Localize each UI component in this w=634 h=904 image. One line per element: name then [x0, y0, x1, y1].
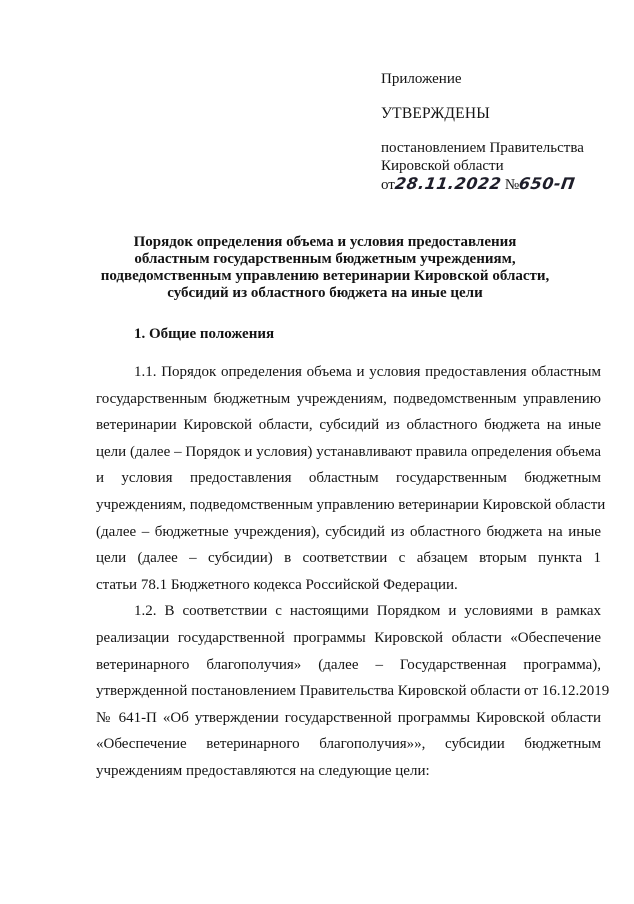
resolution-line-1: постановлением Правительства [381, 140, 584, 156]
text-line: 1.1. Порядок определения объема и условия предоставления областным [134, 364, 601, 380]
text-line: ветеринарного благополучия» (далее – Государственная программа), [96, 656, 601, 673]
text-line: учреждениям предоставляются на следующие цели: [96, 762, 430, 779]
body-text [96, 359, 610, 785]
text-line: государственным бюджетным учреждениям, подведомственным управлению [96, 390, 601, 407]
paragraph-1-2 [96, 598, 610, 784]
document-title [90, 234, 560, 302]
resolution-line-2: Кировской области [381, 158, 504, 174]
text-line: ветеринарии Кировской области, субсидий из областного бюджета на иные [96, 417, 601, 434]
number-prefix: № [504, 177, 520, 193]
text-line: цели (далее – Порядок и условия) устанавливают правила определения объема [96, 443, 601, 460]
text-line: утвержденной постановлением Правительства Кировской области от 16.12.2019 [96, 683, 610, 700]
text-line: статьи 78.1 Бюджетного кодекса Российской Федерации. [96, 576, 458, 593]
text-line: учреждениям, подведомственным управлению ветеринарии Кировской области [96, 496, 606, 513]
paragraph-1-1 [96, 359, 606, 598]
handwritten-date: 28.11.2022 [393, 174, 503, 193]
date-prefix: от [381, 177, 395, 193]
handwritten-number: 650-П [517, 174, 577, 193]
text-line: и условия предоставления областным государственным бюджетным [96, 470, 601, 487]
title-line-2: областным государственным бюджетным учреждениям, [134, 251, 516, 267]
resolution-date-line [381, 175, 626, 194]
appendix-label: Приложение [381, 71, 462, 87]
text-line: № 641-П «Об утверждении государственной программы Кировской области [96, 709, 601, 726]
approval-block [381, 70, 626, 194]
text-line: «Обеспечение ветеринарного благополучия»», субсидии бюджетным [96, 736, 601, 753]
title-line-4: субсидий из областного бюджета на иные цели [167, 285, 483, 301]
text-line: реализации государственной программы Кировской области «Обеспечение [96, 629, 601, 646]
approved-label: УТВЕРЖДЕНЫ [381, 105, 490, 122]
title-line-1: Порядок определения объема и условия предоставления [133, 234, 517, 250]
title-line-3: подведомственным управлению ветеринарии Кировской области, [100, 268, 550, 284]
text-line: цели (далее – субсидии) в соответствии с абзацем вторым пункта 1 [96, 550, 601, 567]
text-line: 1.2. В соответствии с настоящими Порядком и условиями в рамках [134, 603, 601, 620]
text-line: (далее – бюджетные учреждения), субсидий из областного бюджета на иные [96, 523, 601, 540]
section-heading: 1. Общие положения [134, 326, 275, 342]
